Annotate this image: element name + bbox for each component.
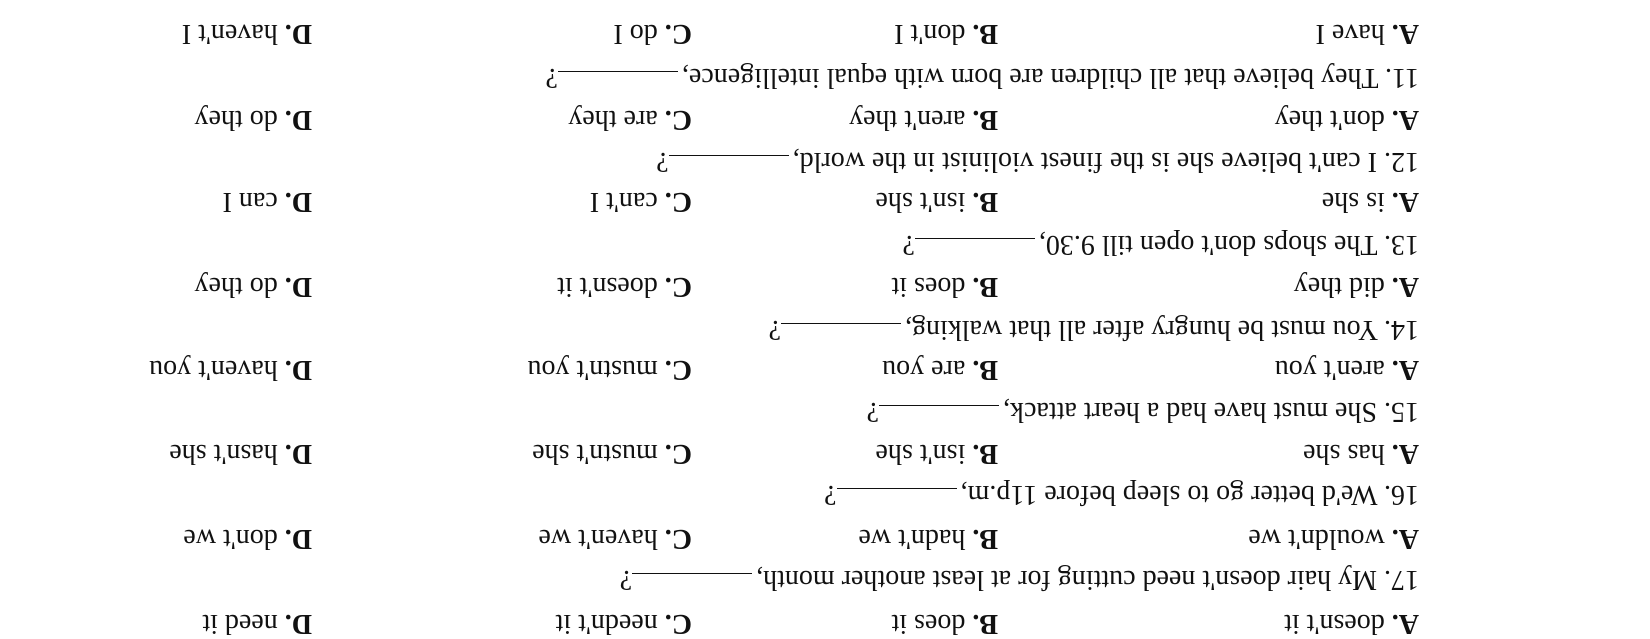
answer-blank <box>915 238 1035 240</box>
option-a: A. have I <box>1315 18 1419 49</box>
option-d: D. hasn't she <box>169 438 312 469</box>
option-c: C. doesn't it <box>557 271 692 302</box>
question-stem: 16. We'd better go to sleep before 11p.m,? <box>824 479 1419 510</box>
option-d: D. need it <box>202 608 312 639</box>
option-d: D. haven't I <box>181 18 312 49</box>
option-a: A. doesn't it <box>1284 608 1419 639</box>
option-b: B. hadn't we <box>858 523 998 554</box>
option-b: B. isn't she <box>875 438 998 469</box>
option-a: A. aren't you <box>1274 354 1419 385</box>
answer-blank <box>558 71 678 73</box>
question-stem: 11. They believe that all children are born with equal intelligence,? <box>545 62 1419 93</box>
option-b: B. aren't they <box>849 104 998 135</box>
option-a: A. wouldn't we <box>1248 523 1419 554</box>
option-d: D. can I <box>222 186 312 217</box>
option-b: B. does it <box>891 271 998 302</box>
answer-blank <box>879 405 999 407</box>
question-stem: 13. The shops don't open till 9.30,? <box>902 229 1419 260</box>
answer-blank <box>837 488 957 490</box>
option-c: C. mustn't you <box>527 354 692 385</box>
option-a: A. has she <box>1303 438 1419 469</box>
option-c: C. do I <box>613 18 692 49</box>
option-a: A. don't they <box>1274 104 1419 135</box>
option-b: B. don't I <box>894 18 998 49</box>
answer-blank <box>669 155 789 157</box>
answer-blank <box>781 323 901 325</box>
option-d: D. haven't you <box>149 354 312 385</box>
question-stem: 15. She must have had a heart attack,? <box>866 396 1419 427</box>
question-stem: 14. You must be hungry after all that walking,? <box>768 314 1419 345</box>
option-a: A. is she <box>1321 186 1419 217</box>
option-b: B. are you <box>882 354 998 385</box>
option-a: A. did they <box>1293 271 1419 302</box>
option-c: C. can't I <box>589 186 692 217</box>
option-b: B. isn't she <box>875 186 998 217</box>
question-stem: 12. I can't believe she is the finest violinist in the world,? <box>656 146 1419 177</box>
option-c: C. mustn't she <box>532 438 692 469</box>
option-d: D. do they <box>194 271 312 302</box>
option-d: D. don't we <box>183 523 312 554</box>
option-b: B. does it <box>891 608 998 639</box>
option-d: D. do they <box>194 104 312 135</box>
question-stem: 17. My hair doesn't need cutting for at least another month,? <box>619 564 1419 595</box>
option-c: C. are they <box>568 104 692 135</box>
option-c: C. needn't it <box>555 608 692 639</box>
answer-blank <box>632 573 752 575</box>
option-c: C. haven't we <box>538 523 692 554</box>
